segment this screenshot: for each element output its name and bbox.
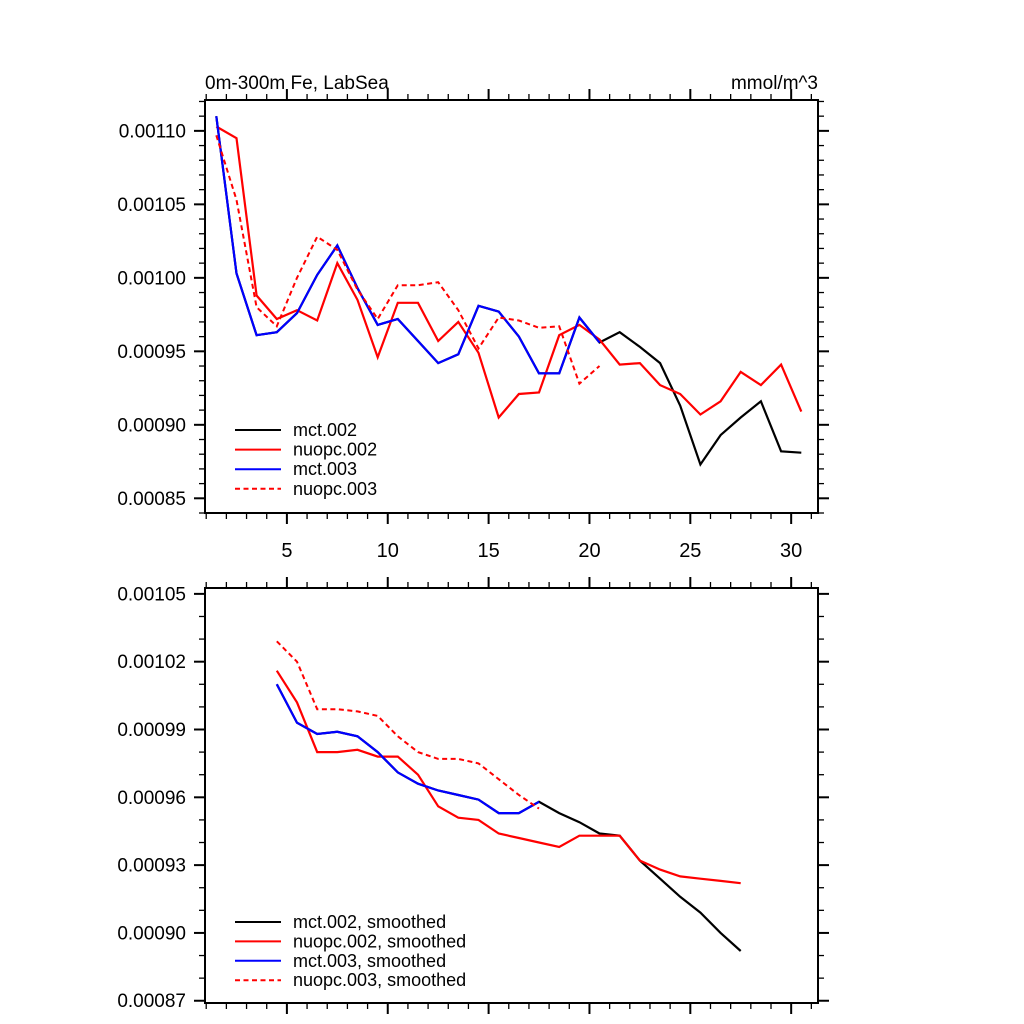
legend-label: nuopc.003, smoothed [293, 970, 467, 991]
y-ticks [194, 101, 829, 513]
legend-item-nuopc.003-smoothed [235, 970, 466, 990]
y-tick-label: 0.00105 [117, 194, 186, 216]
series-line-nuopc.003 [216, 135, 599, 383]
y-tick-label: 0.00102 [117, 652, 186, 674]
bottom-chart [117, 577, 829, 1014]
legend-item-mct.003 [235, 459, 357, 479]
legend-label: nuopc.002 [293, 439, 378, 460]
legend-item-mct.003-smoothed [235, 951, 446, 971]
series-line-nuopc.003-smoothed [277, 641, 539, 808]
x-tick-label: 15 [477, 540, 500, 562]
x-tick-label: 20 [578, 540, 601, 562]
chart-title: 0m-300m Fe, LabSea [205, 73, 389, 94]
legend-label: mct.002, smoothed [293, 912, 447, 932]
y-tick-label: 0.00099 [117, 719, 186, 741]
y-tick-label: 0.00100 [117, 268, 186, 290]
y-tick-label: 0.00093 [117, 855, 186, 877]
legend-item-mct.002 [235, 420, 357, 440]
y-tick-labels [117, 584, 186, 1012]
units-label: mmol/m^3 [730, 73, 818, 94]
legend-item-mct.002-smoothed [235, 912, 446, 932]
y-tick-labels [117, 121, 186, 509]
top-chart [117, 89, 829, 562]
series-line-mct.002 [216, 116, 801, 464]
series-line-nuopc.002 [216, 127, 801, 418]
legend-label: nuopc.003 [293, 478, 378, 499]
y-tick-label: 0.00090 [117, 415, 186, 437]
y-tick-label: 0.00096 [117, 787, 186, 809]
legend-label: mct.002 [293, 420, 358, 440]
y-tick-label: 0.00090 [117, 923, 186, 945]
y-tick-label: 0.00105 [117, 584, 186, 606]
series-line-mct.002-smoothed [277, 684, 741, 951]
legend-label: mct.003 [293, 459, 358, 480]
x-tick-label: 10 [376, 540, 399, 562]
legend [235, 420, 377, 499]
y-tick-label: 0.00087 [117, 991, 186, 1013]
series-line-mct.003 [216, 116, 599, 373]
legend-item-nuopc.002 [235, 440, 377, 460]
legend-label: nuopc.002, smoothed [293, 931, 467, 952]
x-tick-label: 25 [679, 540, 702, 562]
legend [235, 912, 466, 990]
x-tick-label: 30 [780, 540, 803, 562]
series-line-nuopc.002-smoothed [277, 671, 741, 884]
legend-item-nuopc.002-smoothed [235, 931, 466, 951]
legend-label: mct.003, smoothed [293, 950, 447, 971]
y-tick-label: 0.00085 [117, 488, 186, 510]
x-tick-labels [281, 540, 802, 562]
x-tick-label: 5 [281, 540, 293, 562]
y-tick-label: 0.00095 [117, 341, 186, 363]
y-tick-label: 0.00110 [118, 121, 186, 143]
legend-item-nuopc.003 [235, 479, 377, 499]
